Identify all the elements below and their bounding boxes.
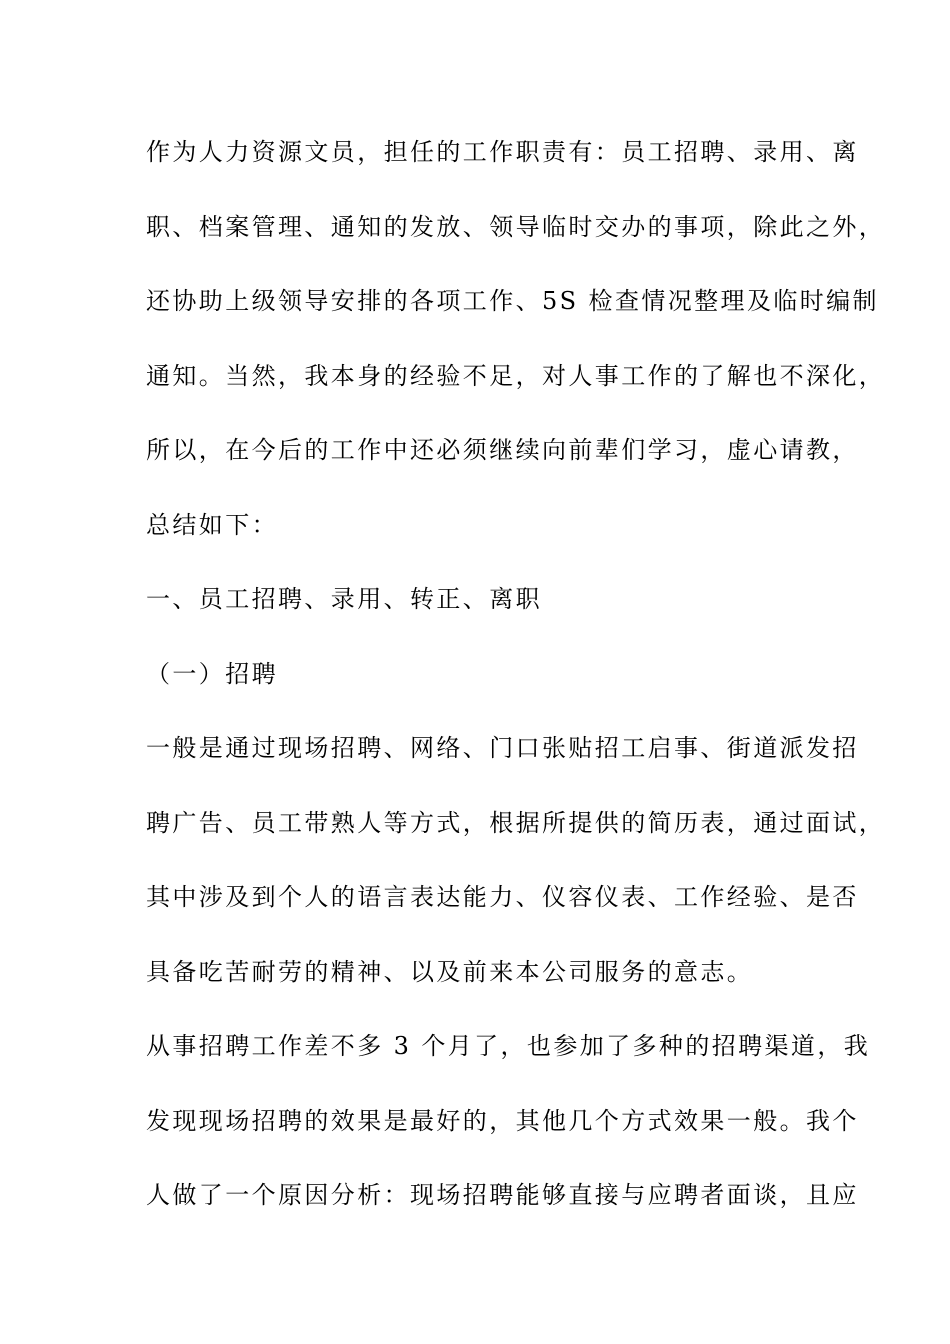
body-text-line: 通知。当然，我本身的经验不足，对人事工作的了解也不深化， [146, 362, 886, 390]
body-text-line: 作为人力资源文员，担任的工作职责有：员工招聘、录用、离 [146, 138, 859, 166]
section-heading: 一、员工招聘、录用、转正、离职 [146, 585, 542, 613]
body-text-line: 还协助上级领导安排的各项工作、5S 检查情况整理及临时编制 [146, 287, 879, 315]
body-text-line: 聘广告、员工带熟人等方式，根据所提供的简历表，通过面试， [146, 809, 886, 837]
body-text-line: 总结如下： [146, 511, 278, 539]
body-text-line: 人做了一个原因分析：现场招聘能够直接与应聘者面谈，且应 [146, 1181, 859, 1209]
body-text-line: 其中涉及到个人的语言表达能力、仪容仪表、工作经验、是否 [146, 883, 859, 911]
body-text-line: 发现现场招聘的效果是最好的，其他几个方式效果一般。我个 [146, 1107, 859, 1135]
body-text-line: 所以，在今后的工作中还必须继续向前辈们学习，虚心请教， [146, 436, 859, 464]
subsection-heading: （一）招聘 [146, 660, 278, 688]
body-text-line: 从事招聘工作差不多 3 个月了，也参加了多种的招聘渠道，我 [146, 1032, 871, 1060]
body-text-line: 具备吃苦耐劳的精神、以及前来本公司服务的意志。 [146, 958, 754, 986]
body-text-line: 职、档案管理、通知的发放、领导临时交办的事项，除此之外， [146, 213, 886, 241]
body-text-line: 一般是通过现场招聘、网络、门口张贴招工启事、街道派发招 [146, 734, 859, 762]
